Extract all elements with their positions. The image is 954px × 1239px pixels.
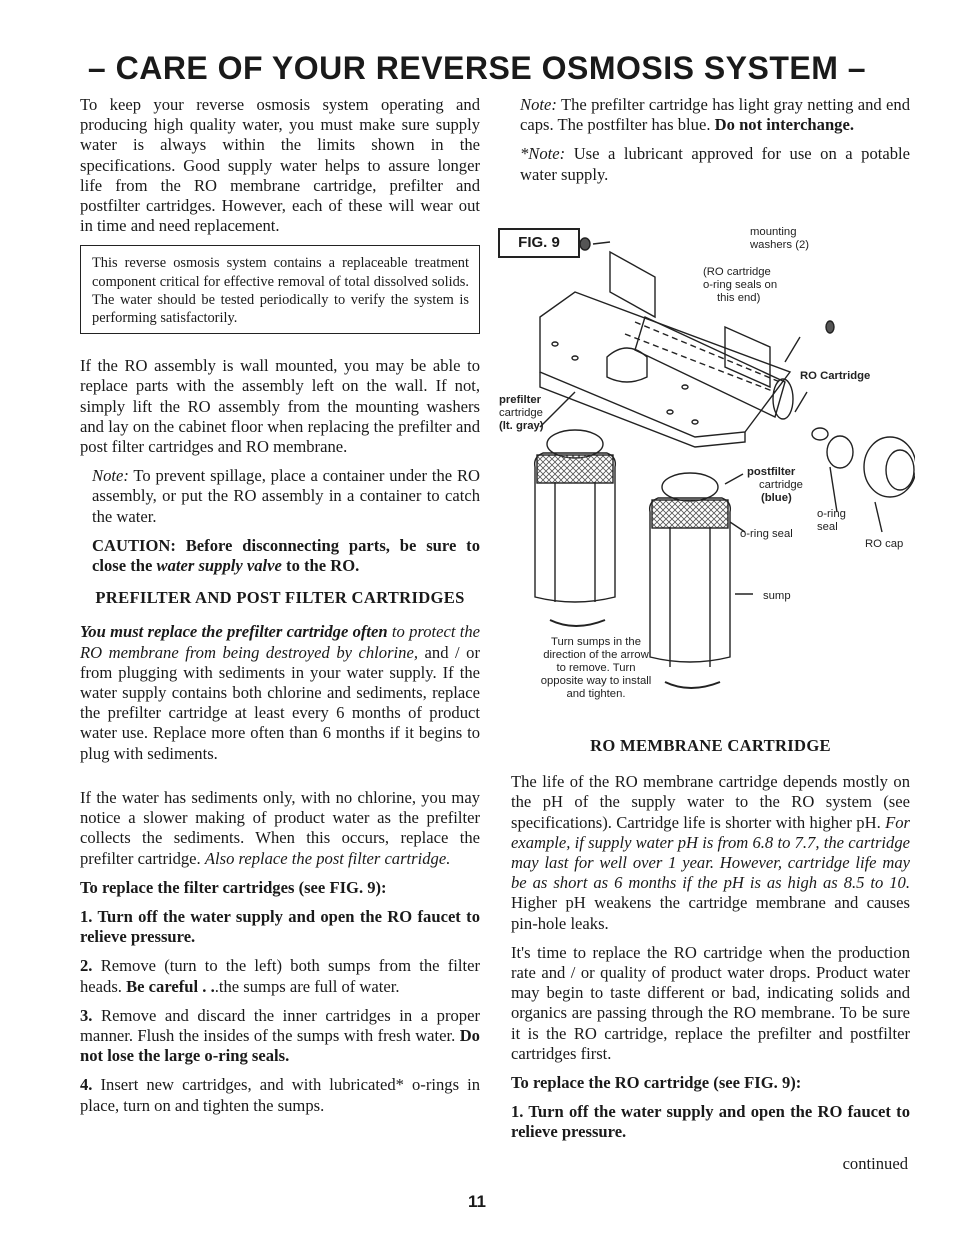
ro-life-paragraph — [511, 772, 910, 934]
step-3 — [80, 1006, 480, 1067]
ro-life-end: Higher pH weakens the cartridge membrane and causes pin-hole leaks. — [511, 893, 910, 933]
step-4-text: Insert new cartridges, and with lubricated* o-rings in place, turn on and tighten the sumps. — [80, 1075, 480, 1115]
replace-ro-heading: To replace the RO cartridge (see FIG. 9): — [511, 1073, 802, 1093]
must-replace-text: and / or from plugging with sediments in your water supply. If the water supply contains both chlorine and sediments, replace the prefilter cartridge at least every 6 months of product water use. Replace more often than 6 months if it begins to plug with sediments. — [80, 642, 480, 763]
label-turn-1: Turn sumps in the — [551, 636, 641, 648]
prefilter-heading: PREFILTER AND POST FILTER CARTRIDGES — [95, 588, 465, 608]
ro-step-1: 1. Turn off the water supply and open the RO faucet to relieve pressure. — [511, 1102, 910, 1142]
label-turn-2: direction of the arrow — [543, 649, 649, 661]
figure-label: FIG. 9 — [498, 228, 580, 258]
label-mounting: mounting — [750, 226, 797, 238]
sediments-text: If the water has sediments only, with no chlorine, you may notice a slower making of product water as the prefilter collects the sediments. When this occurs, replace the prefilter cartridge. — [80, 787, 480, 868]
label-turn-4: opposite way to install — [540, 675, 652, 687]
right-column-top — [520, 95, 910, 194]
label-prefilter-2: cartridge — [499, 407, 543, 419]
label-postfilter-1: postfilter — [747, 466, 796, 478]
lubricant-note-text: Use a lubricant approved for use on a potable water supply. — [520, 144, 910, 184]
filter-note-text: The prefilter cartridge has light gray netting and end caps. The postfilter has blue. — [520, 95, 910, 135]
page-number: 11 — [468, 1192, 486, 1211]
label-ro-cap: RO cap — [865, 538, 904, 550]
sediments-paragraph — [80, 788, 480, 869]
must-replace-paragraph — [80, 622, 480, 763]
label-oring-1: o-ring — [817, 508, 846, 520]
label-oring-seal: o-ring seal — [740, 528, 793, 540]
note-label: Note: — [520, 95, 557, 114]
intro-paragraph: To keep your reverse osmosis system operating and producing high quality water, you must make sure supply water is always within the limits shown in the specifications. Good supply water helps to assure longer life from the RO membrane cartridge, prefilter and postfilter cartridges. However, each of these will wear out in time and need replacement. — [80, 95, 480, 236]
page-title: – CARE OF YOUR REVERSE OSMOSIS SYSTEM – — [87, 50, 867, 86]
sediments-italic: Also replace the post filter cartridge. — [204, 848, 451, 868]
step-4-num: 4. — [80, 1075, 93, 1095]
label-postfilter-2: cartridge — [759, 479, 803, 491]
note-text: To prevent spillage, place a container under the RO assembly, or put the RO assembly in a container to catch the water. — [92, 466, 480, 526]
label-sump: sump — [763, 590, 791, 602]
label-ro-seal-3: this end) — [717, 292, 761, 304]
step-2-careful: Be careful . . — [126, 976, 215, 996]
ro-time-paragraph: It's time to replace the RO cartridge when the production rate and / or quality of product water drops. Product water may begin to taste different or bad, indicating solids and organics are passing through the RO membrane. To be sure it is the RO cartridge, replace the prefilter and postfilter cartridges first. — [511, 942, 910, 1063]
ro-life-text: The life of the RO membrane cartridge depends mostly on the pH of the supply water to the RO system (see specifications). Cartridge life is shorter with higher pH. — [511, 772, 910, 832]
note-label: Note: — [92, 466, 129, 486]
left-column — [80, 95, 480, 1125]
mounting-washer-icon — [826, 321, 834, 333]
step-3-bold: Do not lose the large o-ring seals. — [80, 1025, 480, 1066]
step-2-text: Remove (turn to the left) both sumps from the filter heads. — [80, 956, 480, 996]
mounting-washer-icon — [580, 238, 590, 250]
caution-paragraph — [92, 536, 480, 576]
step-3-text: Remove and discard the inner cartridges in a proper manner. Flush the insides of the sumps with fresh water. — [80, 1005, 480, 1045]
label-prefilter-1: prefilter — [499, 394, 542, 406]
wall-mounted-paragraph: If the RO assembly is wall mounted, you may be able to replace parts with the assembly left on the wall. If not, simply lift the RO assembly from the mounting washers and lay on the cabinet floor when replacing the prefilter and post filter cartridges and RO membrane. — [80, 356, 480, 457]
right-column-bottom — [511, 736, 910, 1152]
label-ro-seal-2: o-ring seals on — [703, 279, 778, 291]
ro-membrane-heading: RO MEMBRANE CARTRIDGE — [590, 736, 831, 755]
label-prefilter-3: (lt. gray) — [499, 420, 544, 432]
replace-filters-heading: To replace the filter cartridges (see FIG. 9): — [80, 877, 387, 897]
step-1: 1. Turn off the water supply and open the RO faucet to relieve pressure. — [80, 906, 480, 947]
label-oring-2: seal — [817, 521, 838, 533]
label-postfilter-3: (blue) — [761, 492, 792, 504]
must-replace-emph: You must replace the prefilter cartridge often — [80, 622, 388, 642]
label-turn-3: to remove. Turn — [556, 662, 636, 674]
step-2-end: .the sumps are full of water. — [214, 976, 400, 996]
ro-system-diagram — [495, 222, 915, 712]
label-washers: washers (2) — [750, 239, 810, 251]
filter-note-bold: Do not interchange. — [714, 115, 854, 135]
spillage-note — [92, 466, 480, 527]
step-2 — [80, 956, 480, 996]
caution-end: to the RO. — [286, 556, 360, 576]
notice-box: This reverse osmosis system contains a replaceable treatment component critical for effective removal of total dissolved solids. The water should be tested periodically to verify the system is performing satisfactorily. — [80, 245, 480, 334]
label-turn-5: and tighten. — [566, 688, 626, 700]
step-4 — [80, 1075, 480, 1115]
continued-label: continued — [842, 1154, 908, 1173]
step-2-num: 2. — [80, 956, 93, 976]
caution-valve: water supply valve — [156, 556, 282, 576]
ro-life-italic: For example, if supply water pH is from 6.8 to 7.7, the cartridge may last for well over 1 year. However, cartridge life may be as short as 6 months if the pH is as high as 8.5 to 10. — [511, 812, 910, 893]
label-ro-cartridge: RO Cartridge — [800, 370, 871, 382]
lubricant-note-label: *Note: — [520, 144, 566, 164]
lubricant-note — [520, 144, 910, 184]
filter-note — [520, 95, 910, 135]
must-replace-italic: to protect the RO membrane from being destroyed by chlorine, — [80, 622, 480, 662]
caution-text: CAUTION: Before disconnecting parts, be sure to close the — [92, 535, 480, 576]
step-3-num: 3. — [80, 1005, 93, 1025]
label-ro-seal-1: (RO cartridge — [703, 266, 771, 278]
